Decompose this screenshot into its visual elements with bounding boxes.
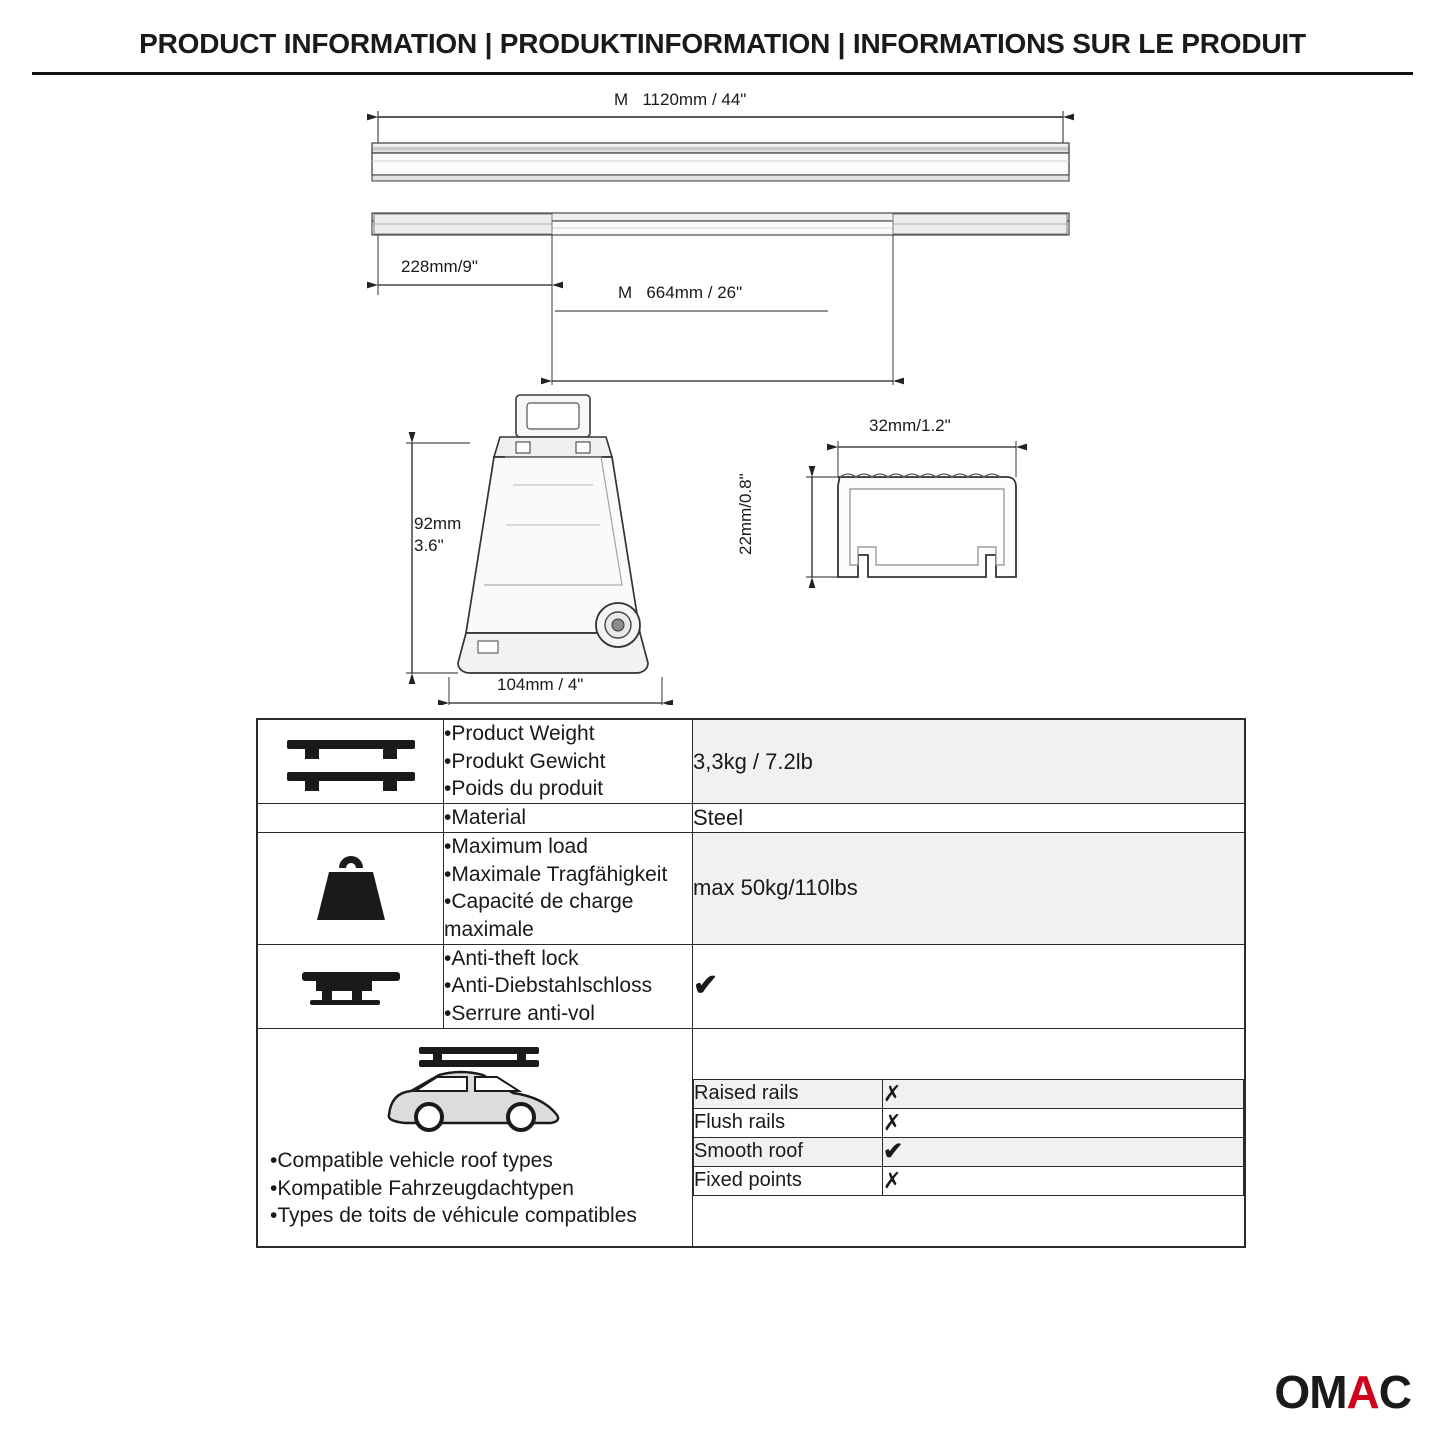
spec-label-material [444,804,693,833]
label-line: •Types de toits de véhicule compatibles [270,1204,637,1228]
dim-foot-width: 104mm / 4" [497,675,584,694]
roof-type-name: Flush rails [694,1108,883,1137]
spec-value-material: Steel [693,804,1246,833]
label-line: •Poids du produit [444,777,604,801]
roof-type-row-raised-rails [694,1079,1244,1108]
drawing-svg [0,85,1445,705]
roof-type-mark [883,1137,1244,1166]
spec-value-maxload: max 50kg/110lbs [693,832,1246,944]
table-row-roof-types [257,1028,1245,1247]
table-row [257,944,1245,1028]
logo-text-a: A [1346,1366,1379,1418]
table-row [257,719,1245,804]
spec-value-weight: 3,3kg / 7.2lb [693,719,1246,804]
dim-bar-length: M 1120mm / 44" [614,90,747,109]
roof-type-name: Raised rails [694,1079,883,1108]
car-with-rack-icon [258,1029,692,1135]
table-row [257,832,1245,944]
roof-type-mark [883,1108,1244,1137]
roof-type-row-fixed-points [694,1166,1244,1195]
roof-type-name: Fixed points [694,1166,883,1195]
lock-icon [257,944,444,1028]
label-line: •Anti-Diebstahlschloss [444,974,653,998]
page-title: PRODUCT INFORMATION | PRODUKTINFORMATION | INFORMATIONS SUR LE PRODUIT [139,28,1306,59]
logo-text-c: C [1378,1366,1411,1418]
cross-icon: ✗ [883,1109,902,1135]
dim-profile-width: 32mm/1.2" [869,416,951,435]
label-line: •Kompatible Fahrzeugdachtypen [270,1176,574,1200]
roof-types-labels [258,1135,692,1246]
label-line: •Capacité de charge maximale [444,890,634,942]
cross-icon: ✗ [883,1080,902,1106]
dim-end-offset: 228mm/9" [401,257,478,276]
roof-type-mark [883,1079,1244,1108]
label-line: •Serrure anti-vol [444,1002,595,1026]
label-line: •Product Weight [444,722,595,745]
cross-icon: ✗ [883,1167,902,1193]
spec-label-maxload [444,832,693,944]
header-divider [32,72,1413,75]
roof-types-label-cell [257,1028,693,1247]
label-line: •Maximale Tragfähigkeit [444,862,668,886]
label-line: •Anti-theft lock [444,946,579,970]
specification-table [256,718,1246,1248]
spec-label-weight [444,719,693,804]
roof-types-matrix [693,1028,1246,1247]
dim-foot-height: 92mm 3.6" [414,514,462,555]
check-icon: ✔ [693,969,719,1003]
label-line: •Maximum load [444,834,588,858]
roof-type-name: Smooth roof [694,1137,883,1166]
material-icon-placeholder [257,804,444,833]
label-line: •Compatible vehicle roof types [270,1148,553,1172]
roof-bars-icon [257,719,444,804]
table-row [257,804,1245,833]
roof-type-row-flush-rails [694,1108,1244,1137]
label-line: •Material [444,806,527,830]
omac-logo [1274,1365,1411,1419]
dim-foot-spacing: M 664mm / 26" [618,283,743,302]
roof-type-row-smooth-roof [694,1137,1244,1166]
logo-text-om: OM [1274,1366,1347,1418]
check-icon: ✔ [883,1137,904,1165]
spec-value-lock [693,944,1246,1028]
technical-drawing [0,85,1445,705]
roof-type-mark [883,1166,1244,1195]
label-line: •Produkt Gewicht [444,749,606,773]
dim-profile-height: 22mm/0.8" [736,473,755,555]
weight-icon [257,832,444,944]
spec-label-lock [444,944,693,1028]
